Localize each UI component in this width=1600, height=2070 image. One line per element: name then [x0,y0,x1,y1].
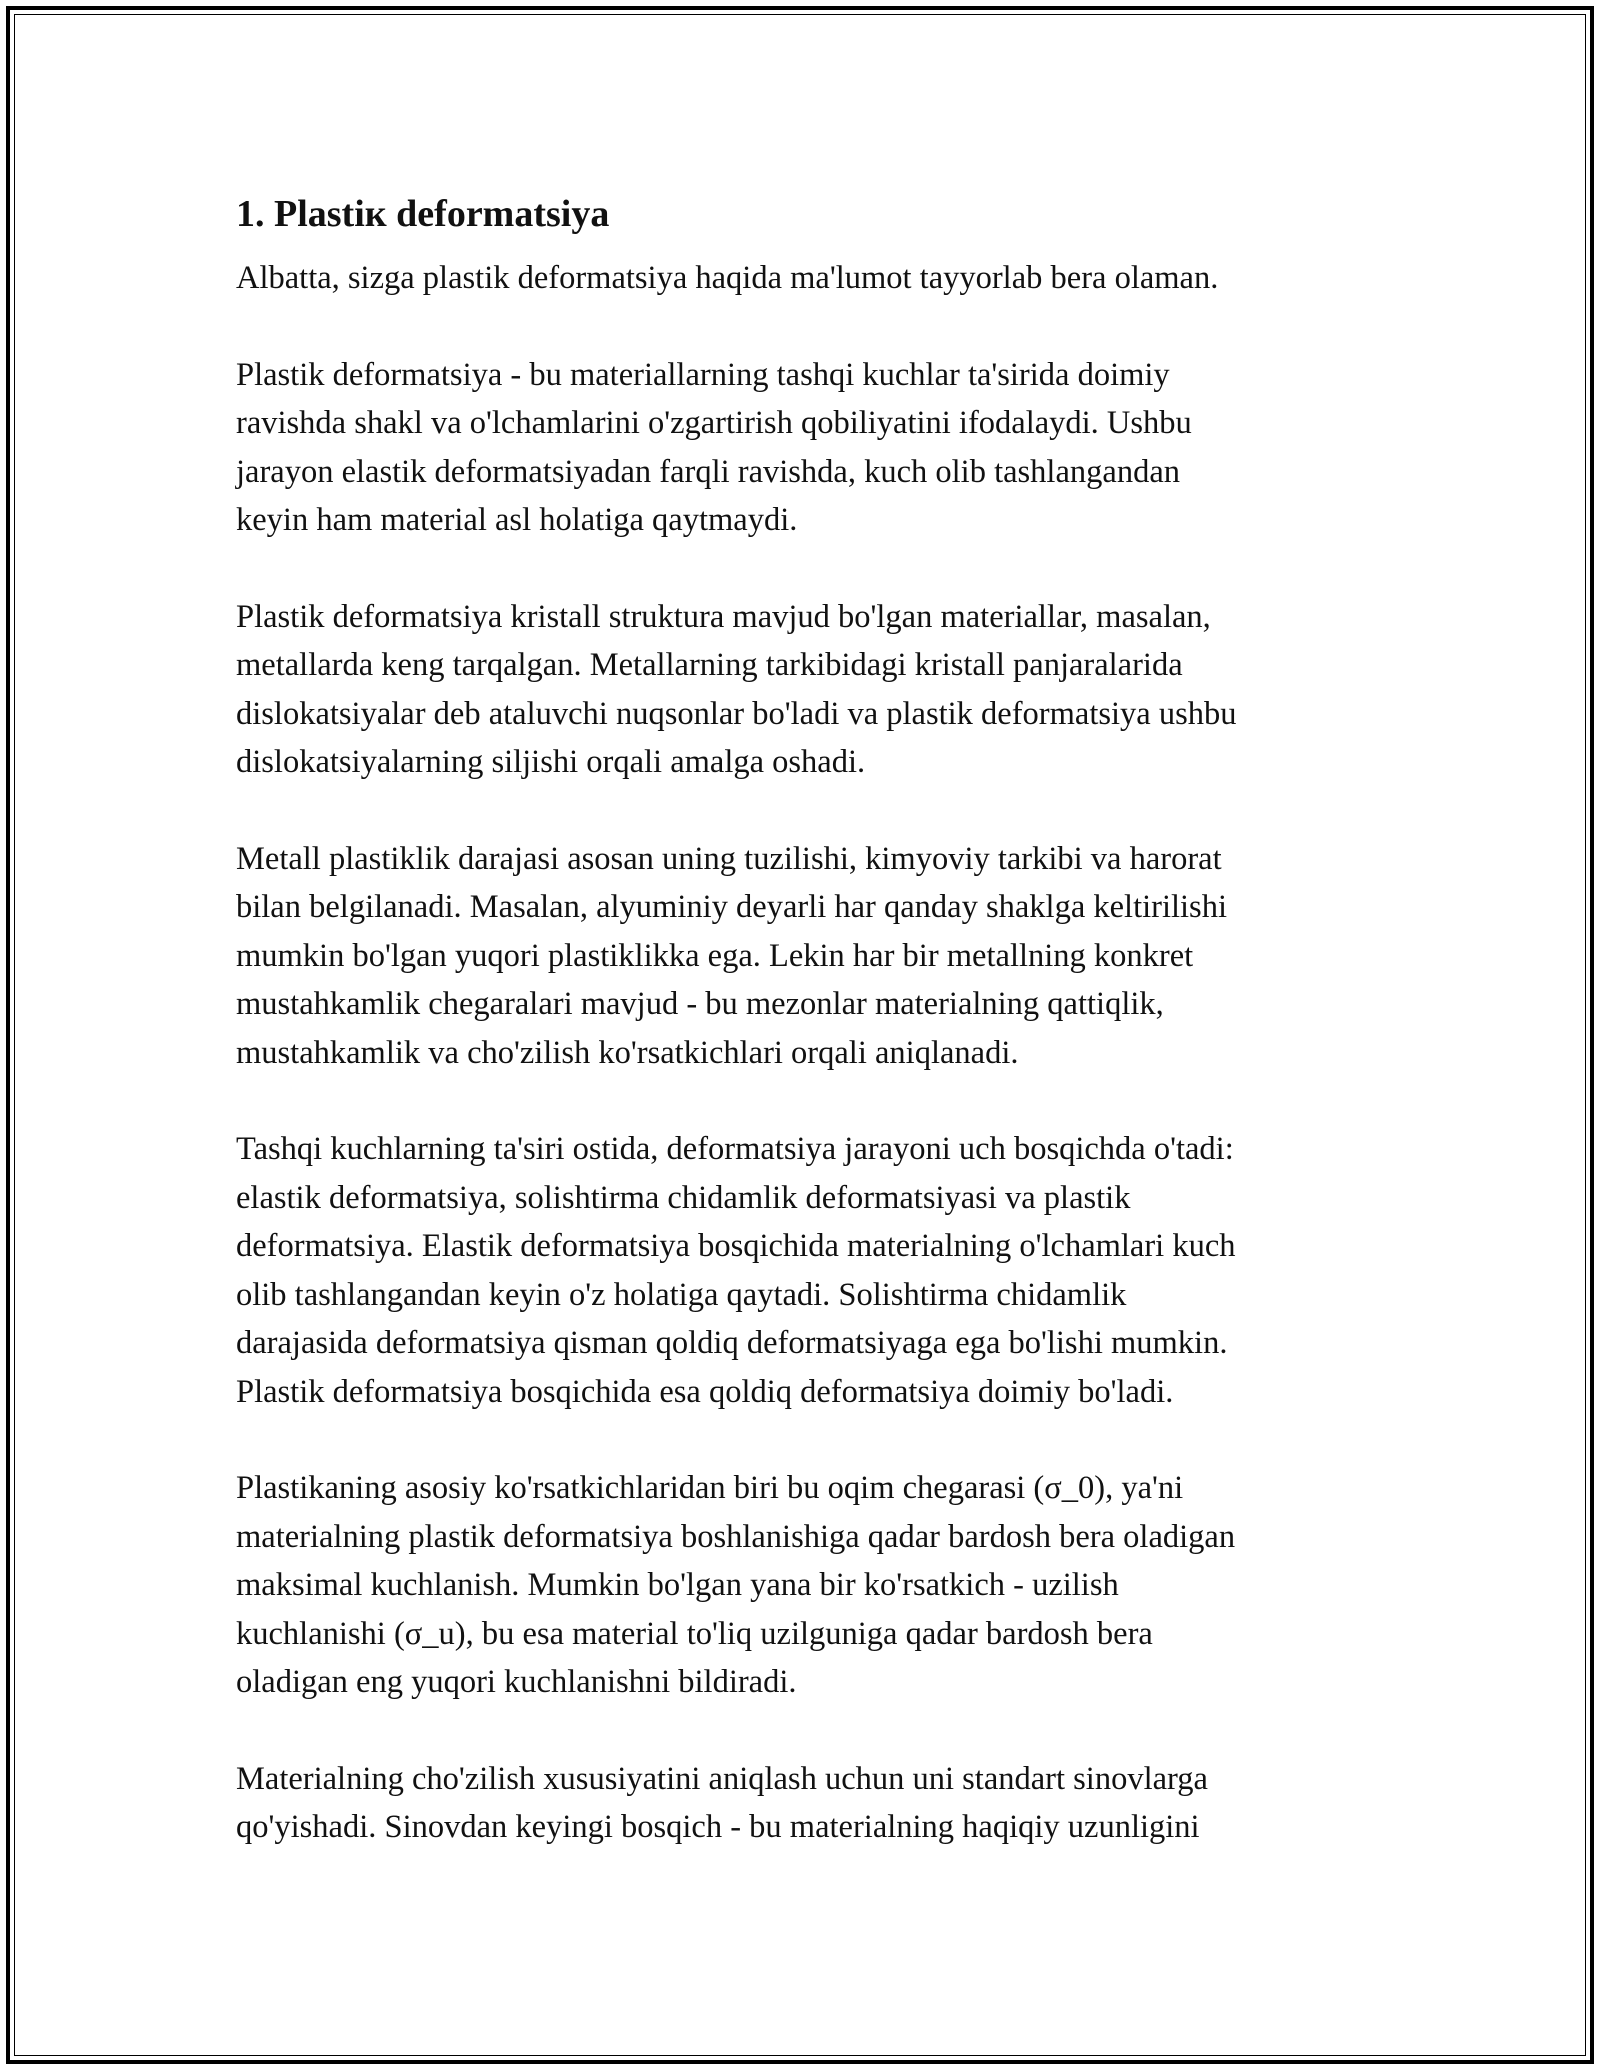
paragraph-definition: Plastik deformatsiya - bu materiallarning tashqi kuchlar ta'sirida doimiy ravishda shakl va o'lchamlarini o'zgartirish qobiliyatini ifodalaydi. Ushbu jarayon elastik deformatsiyadan farqli ravishda, kuch olib tashlangandan keyin ham material asl holatiga qaytmaydi. [236,356,1192,538]
paragraph-yield-strength: Plastikaning asosiy ko'rsatkichlaridan biri bu oqim chegarasi (σ_0), ya'ni materialning plastik deformatsiya boshlanishiga qadar bardosh bera oladigan maksimal kuchlanish. Mumkin bo'lgan yana bir ko'rsatkich - uzilish kuchlanishi (σ_u), bu esa material to'liq uzilguniga qadar bardosh bera oladigan eng yuqori kuchlanishni bildiradi. [236,1470,1236,1700]
paragraph-crystal-structure: Plastik deformatsiya kristall struktura mavjud bo'lgan materiallar, masalan, metallarda keng tarqalgan. Metallarning tarkibidagi kristall panjaralarida dislokatsiyalar deb ataluvchi nuqsonlar bo'ladi va plastik deformatsiya ushbu dislokatsiyalarning siljishi orqali amalga oshadi. [236,598,1237,780]
paragraph-plasticity-degree: Metall plastiklik darajasi asosan uning tuzilishi, kimyoviy tarkibi va harorat bilan belgilanadi. Masalan, alyuminiy deyarli har qanday shaklga keltirilishi mumkin bo'lgan yuqori plastiklikka ega. Lekin har bir metallning konkret mustahkamlik chegaralari mavjud - bu mezonlar materialning qattiqlik, mustahkamlik va cho'zilish ko'rsatkichlari orqali aniqlanadi. [236,840,1227,1071]
paragraph-intro: Albatta, sizga plastik deformatsiya haqida ma'lumot tayyorlab bera olaman. [236,260,1219,296]
section-heading: 1. Plastiк deformatsiya [236,193,610,235]
document-body [236,186,1376,1852]
paragraph-deformation-stages: Tashqi kuchlarning ta'siri ostida, deformatsiya jarayoni uch bosqichda o'tadi: elastik deformatsiya, solishtirma chidamlik deformatsiyasi va plastik deformatsiya. Elastik deformatsiya bosqichida materialning o'lchamlari kuch olib tashlangandan keyin o'z holatiga qaytadi. Solishtirma chidamlik darajasida deformatsiya qisman qoldiq deformatsiyaga ega bo'lishi mumkin. Plastik deformatsiya bosqichida esa qoldiq deformatsiya doimiy bo'ladi. [236,1131,1236,1410]
paragraph-tensile-testing: Materialning cho'zilish xususiyatini aniqlash uchun uni standart sinovlarga qo'yishadi. Sinovdan keyingi bosqich - bu materialning haqiqiy uzunligini [236,1760,1208,1845]
